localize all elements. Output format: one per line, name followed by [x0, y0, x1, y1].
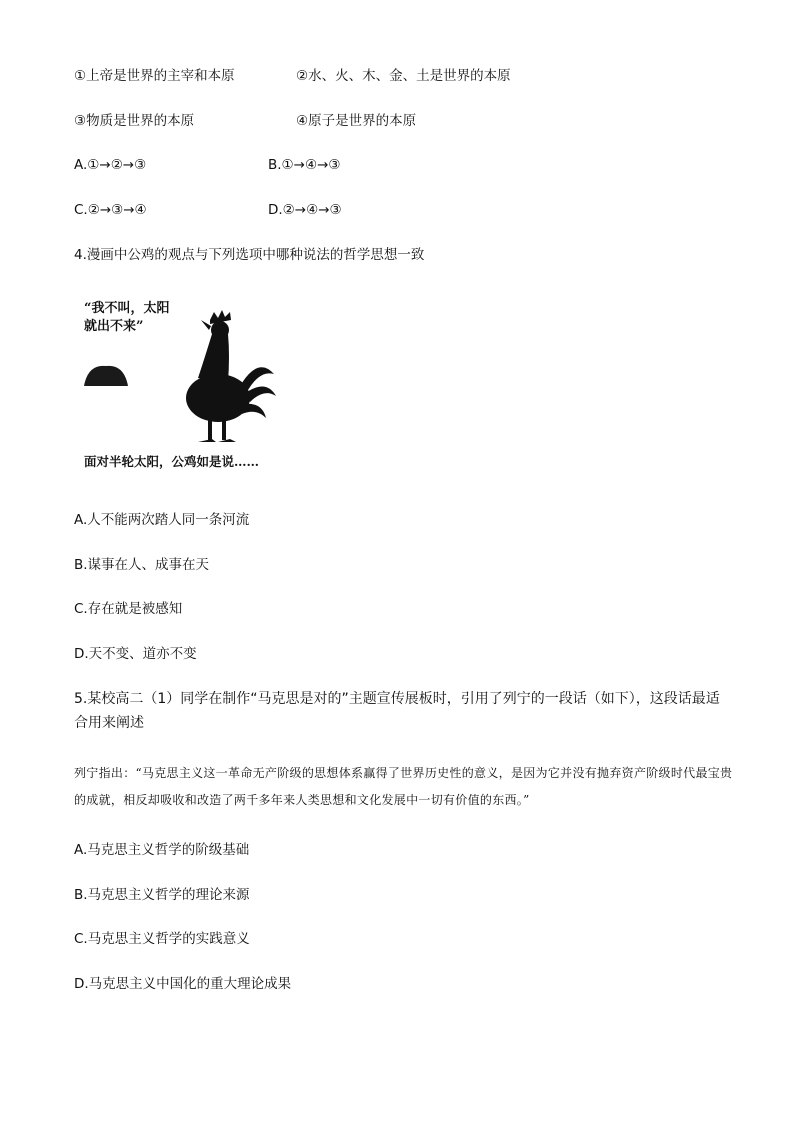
cartoon-speech-line1: “我不叫，太阳: [84, 301, 170, 316]
statement-4: ④原子是世界的本原: [296, 113, 417, 129]
q4-option-b: B.谋事在人、成事在天: [74, 557, 210, 573]
cartoon-caption: 面对半轮太阳，公鸡如是说……: [84, 454, 260, 469]
q4-option-a: A.人不能两次踏人同一条河流: [74, 512, 250, 528]
rooster-cartoon: [80, 290, 290, 475]
q4-option-c: C.存在就是被感知: [74, 601, 183, 617]
q5-option-b: B.马克思主义哲学的理论来源: [74, 887, 250, 903]
q3-option-b: B.①→④→③: [268, 157, 341, 173]
q3-option-c: C.②→③→④: [74, 202, 147, 218]
q5-option-a: A.马克思主义哲学的阶级基础: [74, 842, 250, 858]
lenin-quote: 列宁指出：“马克思主义这一革命无产阶级的思想体系赢得了世界历史性的意义，是因为它并没有抛弃资产阶级时代最宝贵的成就，相反却吸收和改造了两千多年来人类思想和文化发展中一切有价值的东西。”: [74, 766, 733, 807]
q5-option-c: C.马克思主义哲学的实践意义: [74, 931, 250, 947]
q4-stem: 4.漫画中公鸡的观点与下列选项中哪种说法的哲学思想一致: [74, 247, 425, 263]
half-sun-shape: [84, 366, 128, 386]
q5-option-d: D.马克思主义中国化的重大理论成果: [74, 976, 292, 992]
statement-1: ①上帝是世界的主宰和本原: [74, 68, 235, 84]
rooster-figure: [186, 310, 276, 442]
cartoon-speech-line2: 就出不来”: [84, 319, 144, 334]
q5-stem: 5.某校高二（1）同学在制作“马克思是对的”主题宣传展板时，引用了列宁的一段话（如下），这段话最适合用来阐述: [74, 691, 720, 731]
q3-option-d: D.②→④→③: [268, 202, 342, 218]
q4-option-d: D.天不变、道亦不变: [74, 646, 197, 662]
statement-3: ③物质是世界的本原: [74, 113, 195, 129]
q3-option-a: A.①→②→③: [74, 157, 147, 173]
statement-2: ②水、火、木、金、土是世界的本原: [296, 68, 511, 84]
